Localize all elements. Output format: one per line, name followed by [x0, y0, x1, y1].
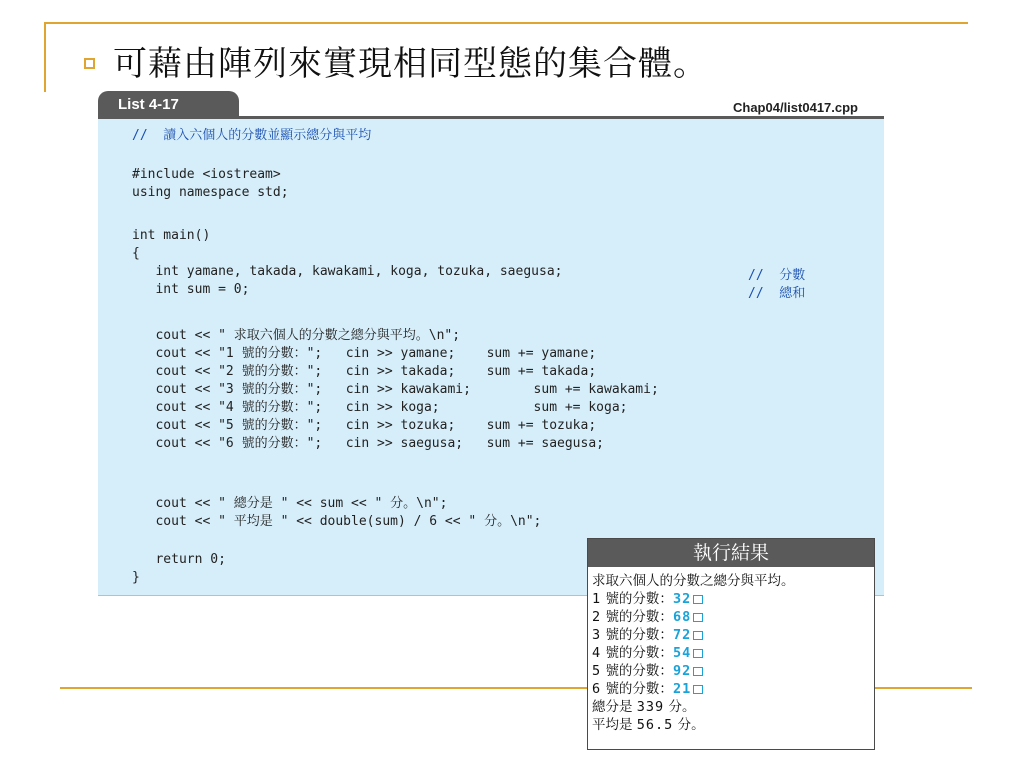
code-line: // 讀入六個人的分數並顯示總分與平均 [132, 128, 372, 143]
output-score-line [592, 605, 703, 625]
output-score-line [592, 641, 703, 661]
average-prefix: 平均是 [592, 717, 633, 733]
code-line: cout << "3 號的分數："; cin >> kawakami; sum += kawakami; [132, 382, 659, 397]
code-line: return 0; [132, 552, 226, 567]
score-number: 2 [592, 609, 602, 625]
code-line: } [132, 570, 140, 585]
average-unit: 分。 [677, 717, 705, 733]
average-value: 56.5 [636, 717, 674, 733]
score-number: 1 [592, 591, 602, 607]
score-label: 號的分數： [605, 663, 673, 679]
total-prefix: 總分是 [592, 699, 633, 715]
output-heading-line: 求取六個人的分數之總分與平均。 [592, 573, 795, 589]
score-input-value: 21 [672, 681, 692, 697]
top-divider [44, 22, 968, 24]
code-line: cout << "5 號的分數："; cin >> tozuka; sum += tozuka; [132, 418, 597, 433]
output-title: 執行結果 [588, 539, 874, 567]
score-input-value: 68 [672, 609, 692, 625]
enter-key-icon [693, 649, 703, 658]
output-panel [587, 538, 875, 750]
output-score-line [592, 623, 703, 643]
score-number: 6 [592, 681, 602, 697]
score-input-value: 72 [672, 627, 692, 643]
score-input-value: 32 [672, 591, 692, 607]
left-divider [44, 22, 46, 92]
score-label: 號的分數： [605, 609, 673, 625]
score-label: 號的分數： [605, 627, 673, 643]
enter-key-icon [693, 631, 703, 640]
score-input-value: 92 [672, 663, 692, 679]
bullet-text: 可藉由陣列來實現相同型態的集合體。 [113, 44, 708, 84]
code-line: cout << "2 號的分數："; cin >> takada; sum += takada; [132, 364, 597, 379]
code-inline-comment: // 分數 [748, 268, 806, 283]
code-line: cout << " 總分是 " << sum << " 分。\n"; [132, 496, 448, 511]
square-bullet-icon [84, 58, 95, 69]
code-line: cout << " 平均是 " << double(sum) / 6 << " 分。\n"; [132, 514, 542, 529]
code-line: int main() [132, 228, 211, 243]
score-label: 號的分數： [605, 645, 673, 661]
total-unit: 分。 [668, 699, 696, 715]
code-line: cout << "6 號的分數："; cin >> saegusa; sum += saegusa; [132, 436, 604, 451]
code-line: #include <iostream> [132, 167, 281, 182]
code-line: int sum = 0; [132, 282, 250, 297]
total-value: 339 [636, 699, 665, 715]
code-line: cout << " 求取六個人的分數之總分與平均。\n"; [132, 328, 461, 343]
code-line: int yamane, takada, kawakami, koga, tozuka, saegusa; [132, 264, 563, 279]
score-number: 4 [592, 645, 602, 661]
enter-key-icon [693, 595, 703, 604]
output-score-line [592, 659, 703, 679]
score-number: 3 [592, 627, 602, 643]
slide-bullet [84, 36, 708, 85]
output-score-line [592, 677, 703, 697]
output-score-line [592, 587, 703, 607]
output-average-line [592, 713, 705, 733]
code-line: cout << "1 號的分數："; cin >> yamane; sum += yamane; [132, 346, 597, 361]
score-label: 號的分數： [605, 591, 673, 607]
enter-key-icon [693, 685, 703, 694]
output-total-line [592, 695, 695, 715]
listing-file-name: Chap04/list0417.cpp [733, 100, 858, 115]
score-label: 號的分數： [605, 681, 673, 697]
code-inline-comment: // 總和 [748, 286, 806, 301]
score-input-value: 54 [672, 645, 692, 661]
enter-key-icon [693, 613, 703, 622]
code-line: { [132, 246, 140, 261]
code-line: cout << "4 號的分數："; cin >> koga; sum += koga; [132, 400, 628, 415]
listing-tab: List 4-17 [98, 91, 239, 117]
score-number: 5 [592, 663, 602, 679]
enter-key-icon [693, 667, 703, 676]
code-line: using namespace std; [132, 185, 289, 200]
